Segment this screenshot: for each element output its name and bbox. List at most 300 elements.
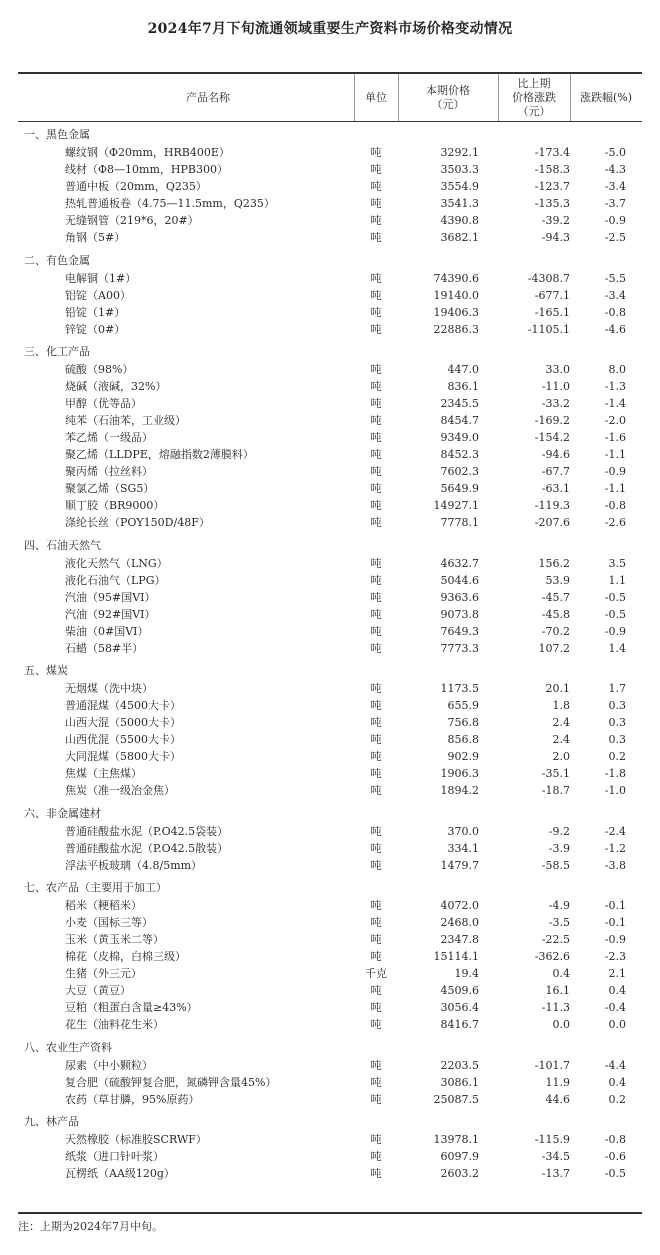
product-name: 山西大混（5000大卡）: [65, 716, 181, 729]
table-row: [18, 1016, 642, 1033]
table-row: [18, 429, 642, 446]
unit-cell: 吨: [370, 556, 382, 570]
change-cell: 0.0: [552, 1018, 570, 1031]
percent-cell: -2.3: [604, 950, 626, 963]
unit-cell: 吨: [370, 984, 382, 997]
price-cell: 4072.0: [440, 899, 479, 912]
percent-cell: -4.3: [604, 163, 626, 176]
change-cell: -45.7: [541, 590, 570, 604]
table-row: [18, 823, 642, 840]
product-name: 豆粕（粗蛋白含量≥43%）: [65, 1001, 198, 1014]
change-cell: -4308.7: [527, 271, 570, 285]
unit-cell: 吨: [370, 916, 382, 929]
table-row: [18, 623, 642, 640]
footnote: 注：上期为2024年7月中旬。: [18, 1220, 163, 1233]
percent-cell: -0.9: [604, 933, 626, 946]
percent-cell: -3.4: [604, 180, 626, 193]
change-cell: -39.2: [541, 214, 570, 227]
change-cell: -33.2: [541, 397, 570, 410]
product-name: 普通硅酸盐水泥（P.O42.5散装）: [65, 841, 229, 855]
table-row: [18, 212, 642, 229]
price-cell: 2347.8: [440, 933, 479, 946]
percent-cell: -3.7: [604, 197, 626, 210]
unit-cell: 吨: [370, 899, 382, 912]
category-name: 七、农产品（主要用于加工）: [24, 881, 167, 894]
change-cell: 1.8: [552, 699, 570, 712]
product-name: 热轧普通板卷（4.75—11.5mm，Q235）: [65, 197, 275, 210]
change-cell: 11.9: [545, 1075, 570, 1089]
percent-cell: -4.6: [604, 322, 626, 336]
unit-cell: 吨: [370, 465, 382, 478]
category-row: [18, 343, 642, 361]
unit-cell: 吨: [370, 641, 382, 655]
price-cell: 3292.1: [440, 146, 479, 159]
percent-cell: 0.3: [608, 716, 626, 729]
unit-cell: 吨: [370, 363, 382, 376]
table-bottom-rule: [18, 1212, 642, 1214]
product-name: 苯乙烯（一级品）: [65, 431, 153, 444]
product-name: 大同混煤（5800大卡）: [65, 750, 181, 763]
percent-cell: -1.4: [604, 397, 626, 410]
unit-cell: 吨: [370, 231, 382, 244]
percent-cell: 1.4: [608, 641, 626, 655]
product-name: 聚乙烯（LLDPE，熔融指数2薄膜料）: [65, 448, 254, 461]
unit-cell: 吨: [370, 448, 382, 461]
product-name: 聚丙烯（拉丝料）: [65, 465, 153, 478]
category-name: 四、石油天然气: [24, 538, 101, 552]
change-cell: -18.7: [541, 784, 570, 797]
percent-cell: 0.2: [608, 1092, 626, 1106]
table-row: [18, 378, 642, 395]
percent-cell: -0.5: [604, 607, 626, 621]
unit-cell: 吨: [370, 767, 382, 780]
percent-cell: -0.9: [604, 624, 626, 638]
change-cell: -135.3: [534, 197, 570, 210]
change-cell: -3.9: [548, 841, 570, 855]
category-row: [18, 1039, 642, 1057]
percent-cell: -0.1: [604, 899, 626, 912]
change-cell: -173.4: [534, 146, 570, 159]
table-row: [18, 161, 642, 178]
table-row: [18, 1165, 642, 1182]
percent-cell: -0.8: [604, 305, 626, 319]
product-name: 涤纶长丝（POY150D/48F）: [65, 516, 210, 529]
category-name: 三、化工产品: [24, 345, 90, 358]
price-cell: 7602.3: [440, 465, 479, 478]
product-name: 普通硅酸盐水泥（P.O42.5袋装）: [65, 824, 229, 838]
table-row: [18, 999, 642, 1016]
percent-cell: -3.8: [604, 858, 626, 872]
price-cell: 447.0: [447, 363, 479, 376]
percent-cell: -1.8: [604, 767, 626, 780]
price-cell: 655.9: [447, 699, 479, 712]
change-cell: 2.0: [552, 750, 570, 763]
price-cell: 7649.3: [440, 624, 479, 638]
unit-cell: 吨: [370, 682, 382, 695]
table-row: [18, 361, 642, 378]
table-row: [18, 680, 642, 697]
header-current-price: 本期价格 （元）: [426, 83, 470, 111]
table-row: [18, 714, 642, 731]
price-cell: 8454.7: [440, 414, 479, 427]
price-cell: 5044.6: [440, 573, 479, 587]
table-row: [18, 840, 642, 857]
product-name: 聚氯乙烯（SG5）: [65, 482, 155, 495]
product-name: 尿素（中小颗粒）: [65, 1058, 153, 1072]
table-row: [18, 480, 642, 497]
table-header: [18, 74, 642, 121]
price-cell: 1173.5: [440, 682, 479, 695]
unit-cell: 吨: [370, 1167, 382, 1180]
unit-cell: 吨: [370, 516, 382, 529]
product-name: 螺纹钢（Φ20mm，HRB400E）: [65, 146, 230, 159]
unit-cell: 吨: [370, 607, 382, 621]
product-name: 棉花（皮棉，白棉三级）: [65, 950, 186, 963]
percent-cell: 1.7: [608, 682, 626, 695]
percent-cell: -2.5: [604, 231, 626, 244]
table-row: [18, 446, 642, 463]
percent-cell: -1.1: [604, 482, 626, 495]
change-cell: -4.9: [548, 899, 570, 912]
product-name: 无缝钢管（219*6，20#）: [65, 214, 199, 227]
table-body: [18, 126, 642, 1182]
table-row: [18, 765, 642, 782]
unit-cell: 吨: [370, 305, 382, 319]
price-cell: 3086.1: [440, 1075, 479, 1089]
unit-cell: 吨: [370, 380, 382, 393]
price-cell: 1894.2: [440, 784, 479, 797]
percent-cell: -5.0: [604, 146, 626, 159]
table-row: [18, 1057, 642, 1074]
product-name: 角钢（5#）: [65, 231, 126, 244]
unit-cell: 吨: [370, 858, 382, 872]
price-cell: 856.8: [447, 733, 479, 746]
header-unit: 单位: [365, 90, 387, 104]
unit-cell: 吨: [370, 1018, 382, 1031]
change-cell: -115.9: [534, 1133, 570, 1146]
table-row: [18, 1091, 642, 1108]
price-cell: 14927.1: [433, 499, 479, 512]
unit-cell: 吨: [370, 624, 382, 638]
unit-cell: 吨: [370, 482, 382, 495]
change-cell: -1105.1: [527, 322, 570, 336]
table-row: [18, 857, 642, 874]
unit-cell: 吨: [370, 1150, 382, 1163]
price-cell: 334.1: [447, 841, 479, 855]
product-name: 柴油（0#国VI）: [65, 624, 149, 638]
unit-cell: 吨: [370, 431, 382, 444]
product-name: 焦煤（主焦煤）: [65, 767, 142, 780]
change-cell: -11.0: [541, 380, 570, 393]
table-row: [18, 287, 642, 304]
product-name: 锌锭（0#）: [65, 322, 126, 336]
change-cell: -94.6: [541, 448, 570, 461]
table-row: [18, 731, 642, 748]
table-row: [18, 948, 642, 965]
price-cell: 1906.3: [440, 767, 479, 780]
percent-cell: -1.0: [604, 784, 626, 797]
unit-cell: 吨: [370, 841, 382, 855]
unit-cell: 吨: [370, 824, 382, 838]
category-name: 八、农业生产资料: [24, 1040, 112, 1054]
product-name: 无烟煤（洗中块）: [65, 682, 153, 695]
change-cell: -13.7: [541, 1167, 570, 1180]
category-row: [18, 126, 642, 144]
unit-cell: 吨: [370, 214, 382, 227]
percent-cell: 0.4: [608, 1075, 626, 1089]
table-row: [18, 931, 642, 948]
percent-cell: -0.5: [604, 590, 626, 604]
product-name: 瓦楞纸（AA级120g）: [65, 1167, 175, 1180]
change-cell: -67.7: [541, 465, 570, 478]
product-name: 花生（油料花生米）: [65, 1018, 164, 1031]
product-name: 稻米（粳稻米）: [65, 899, 142, 912]
category-row: [18, 879, 642, 897]
change-cell: 2.4: [552, 733, 570, 746]
table-row: [18, 606, 642, 623]
product-name: 石蜡（58#半）: [65, 641, 144, 655]
unit-cell: 吨: [370, 784, 382, 797]
product-name: 天然橡胶（标准胶SCRWF）: [65, 1133, 207, 1146]
unit-cell: 千克: [365, 967, 387, 980]
category-name: 九、林产品: [24, 1115, 79, 1128]
change-cell: 156.2: [538, 556, 570, 570]
unit-cell: 吨: [370, 1001, 382, 1014]
category-row: [18, 662, 642, 680]
percent-cell: -1.6: [604, 431, 626, 444]
product-name: 纯苯（石油苯，工业级）: [65, 414, 186, 427]
unit-cell: 吨: [370, 397, 382, 410]
product-name: 纸浆（进口针叶浆）: [65, 1150, 164, 1163]
page-title: 2024年7月下旬流通领域重要生产资料市场价格变动情况: [147, 21, 513, 37]
price-cell: 7778.1: [440, 516, 479, 529]
price-cell: 8416.7: [440, 1018, 479, 1031]
price-cell: 1479.7: [440, 858, 479, 872]
percent-cell: -3.4: [604, 288, 626, 302]
change-cell: 20.1: [545, 682, 570, 695]
unit-cell: 吨: [370, 180, 382, 193]
category-row: [18, 252, 642, 270]
change-cell: -3.5: [548, 916, 570, 929]
product-name: 电解铜（1#）: [65, 271, 137, 285]
table-row: [18, 412, 642, 429]
price-cell: 902.9: [447, 750, 479, 763]
header-change-percent: 涨跌幅(%): [579, 90, 633, 104]
table-row: [18, 229, 642, 246]
category-row: [18, 537, 642, 555]
table-row: [18, 395, 642, 412]
price-cell: 25087.5: [433, 1092, 479, 1106]
change-cell: 53.9: [545, 573, 570, 587]
price-cell: 5649.9: [440, 482, 479, 495]
price-cell: 3682.1: [440, 231, 479, 244]
change-cell: -158.3: [534, 163, 570, 176]
price-cell: 370.0: [447, 824, 479, 838]
unit-cell: 吨: [370, 716, 382, 729]
table-row: [18, 589, 642, 606]
percent-cell: 1.1: [608, 573, 626, 587]
change-cell: -9.2: [548, 824, 570, 838]
product-name: 普通中板（20mm，Q235）: [65, 180, 207, 193]
percent-cell: 0.3: [608, 733, 626, 746]
change-cell: 2.4: [552, 716, 570, 729]
table-row: [18, 897, 642, 914]
percent-cell: -4.4: [604, 1058, 626, 1072]
change-cell: -119.3: [534, 499, 570, 512]
percent-cell: -0.8: [604, 499, 626, 512]
price-cell: 15114.1: [433, 950, 479, 963]
change-cell: -94.3: [541, 231, 570, 244]
category-name: 六、非金属建材: [24, 806, 101, 820]
percent-cell: -0.1: [604, 916, 626, 929]
category-name: 五、煤炭: [24, 664, 68, 677]
percent-cell: -2.0: [604, 414, 626, 427]
unit-cell: 吨: [370, 414, 382, 427]
price-cell: 4390.8: [440, 214, 479, 227]
unit-cell: 吨: [370, 163, 382, 176]
change-cell: -58.5: [541, 858, 570, 872]
change-cell: 33.0: [545, 363, 570, 376]
change-cell: -154.2: [534, 431, 570, 444]
table-row: [18, 782, 642, 799]
product-name: 汽油（95#国VI）: [65, 590, 156, 604]
unit-cell: 吨: [370, 573, 382, 587]
change-cell: -165.1: [534, 305, 570, 319]
percent-cell: -1.1: [604, 448, 626, 461]
price-cell: 2603.2: [440, 1167, 479, 1180]
category-row: [18, 805, 642, 823]
percent-cell: -2.4: [604, 824, 626, 838]
unit-cell: 吨: [370, 322, 382, 336]
product-name: 浮法平板玻璃（4.8/5mm）: [65, 858, 203, 872]
product-name: 顺丁胶（BR9000）: [65, 499, 165, 512]
change-cell: -207.6: [534, 516, 570, 529]
change-cell: -34.5: [541, 1150, 570, 1163]
price-cell: 2345.5: [440, 397, 479, 410]
product-name: 生猪（外三元）: [65, 967, 142, 980]
percent-cell: 8.0: [608, 363, 626, 376]
change-cell: -45.8: [541, 607, 570, 621]
category-name: 二、有色金属: [24, 253, 90, 267]
table-row: [18, 572, 642, 589]
header-bottom-rule: [18, 121, 642, 122]
table-row: [18, 1131, 642, 1148]
table-row: [18, 497, 642, 514]
unit-cell: 吨: [370, 499, 382, 512]
table-row: [18, 748, 642, 765]
percent-cell: 3.5: [608, 556, 626, 570]
product-name: 线材（Φ8—10mm，HPB300）: [65, 163, 228, 176]
table-row: [18, 965, 642, 982]
table-row: [18, 555, 642, 572]
table-row: [18, 697, 642, 714]
table-row: [18, 270, 642, 287]
percent-cell: -0.6: [604, 1150, 626, 1163]
percent-cell: -0.5: [604, 1167, 626, 1180]
price-cell: 74390.6: [433, 271, 479, 285]
change-cell: -22.5: [541, 933, 570, 946]
table-row: [18, 463, 642, 480]
unit-cell: 吨: [370, 271, 382, 285]
percent-cell: -0.8: [604, 1133, 626, 1146]
unit-cell: 吨: [370, 750, 382, 763]
price-cell: 9349.0: [440, 431, 479, 444]
table-row: [18, 1074, 642, 1091]
price-cell: 9363.6: [440, 590, 479, 604]
unit-cell: 吨: [370, 950, 382, 963]
table-row: [18, 321, 642, 338]
unit-cell: 吨: [370, 590, 382, 604]
product-name: 普通混煤（4500大卡）: [65, 699, 181, 712]
change-cell: 44.6: [545, 1092, 570, 1106]
change-cell: -63.1: [541, 482, 570, 495]
price-cell: 8452.3: [440, 448, 479, 461]
percent-cell: -0.4: [604, 1001, 626, 1014]
unit-cell: 吨: [370, 1075, 382, 1089]
price-cell: 19140.0: [433, 288, 479, 302]
price-cell: 3541.3: [440, 197, 479, 210]
price-cell: 2468.0: [440, 916, 479, 929]
product-name: 甲醇（优等品）: [65, 397, 142, 410]
table-row: [18, 178, 642, 195]
price-cell: 19406.3: [433, 305, 479, 319]
price-cell: 3056.4: [440, 1001, 479, 1014]
percent-cell: -1.3: [604, 380, 626, 393]
product-name: 复合肥（硫酸钾复合肥，氮磷钾含量45%）: [65, 1075, 277, 1089]
unit-cell: 吨: [370, 288, 382, 302]
percent-cell: -5.5: [604, 271, 626, 285]
product-name: 硫酸（98%）: [65, 363, 134, 376]
change-cell: -169.2: [534, 414, 570, 427]
unit-cell: 吨: [370, 933, 382, 946]
percent-cell: 0.3: [608, 699, 626, 712]
price-cell: 7773.3: [440, 641, 479, 655]
change-cell: -70.2: [541, 624, 570, 638]
unit-cell: 吨: [370, 1133, 382, 1146]
table-row: [18, 1148, 642, 1165]
price-cell: 6097.9: [440, 1150, 479, 1163]
table-row: [18, 144, 642, 161]
price-cell: 836.1: [447, 380, 479, 393]
category-name: 一、黑色金属: [24, 128, 90, 141]
product-name: 铝锭（A00）: [65, 288, 131, 302]
change-cell: -101.7: [534, 1058, 570, 1072]
percent-cell: -0.9: [604, 465, 626, 478]
table-row: [18, 304, 642, 321]
change-cell: -677.1: [534, 288, 570, 302]
price-cell: 19.4: [454, 967, 479, 980]
change-cell: -362.6: [534, 950, 570, 963]
product-name: 液化天然气（LNG）: [65, 556, 168, 570]
change-cell: 0.4: [552, 967, 570, 980]
price-cell: 4632.7: [440, 556, 479, 570]
product-name: 小麦（国标三等）: [65, 916, 153, 929]
product-name: 烧碱（液碱，32%）: [65, 380, 167, 393]
unit-cell: 吨: [370, 733, 382, 746]
product-name: 农药（草甘膦，95%原药）: [65, 1092, 200, 1106]
change-cell: -123.7: [534, 180, 570, 193]
percent-cell: 0.0: [608, 1018, 626, 1031]
change-cell: 107.2: [538, 641, 570, 655]
product-name: 玉米（黄玉米二等）: [65, 933, 164, 946]
product-name: 山西优混（5500大卡）: [65, 733, 181, 746]
unit-cell: 吨: [370, 699, 382, 712]
unit-cell: 吨: [370, 146, 382, 159]
product-name: 焦炭（准一级冶金焦）: [65, 784, 175, 797]
table-row: [18, 914, 642, 931]
table-row: [18, 982, 642, 999]
percent-cell: -2.6: [604, 516, 626, 529]
